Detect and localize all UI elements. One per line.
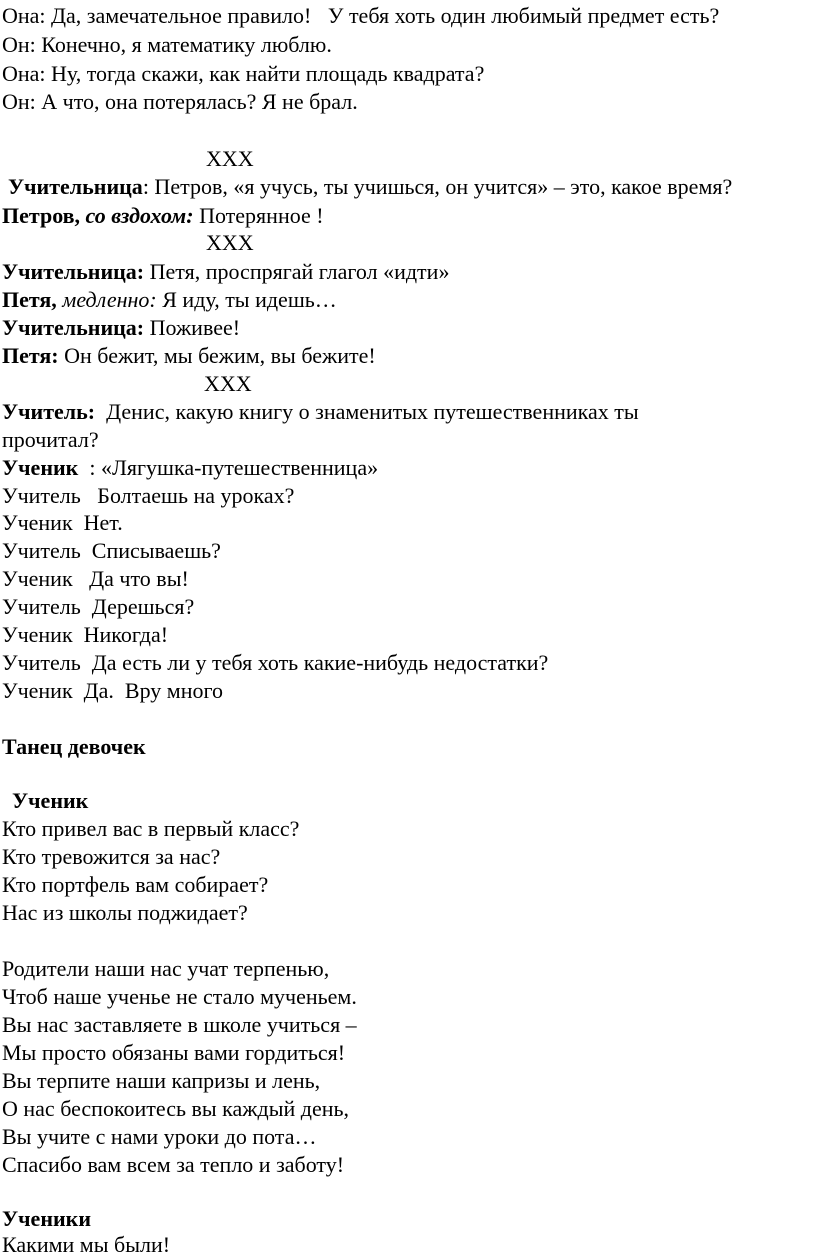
speaker-name: Учительница:: [2, 315, 145, 340]
poem-line: Вы терпите наши капризы и лень,: [2, 1068, 321, 1093]
dialogue-line: Он: Конечно, я математику люблю.: [2, 32, 332, 57]
poem-line: Кто портфель вам собирает?: [2, 872, 269, 897]
dialogue-line: Учительница: Поживее!: [2, 315, 241, 340]
dialogue-line: Учительница: Петя, проспрягай глагол «идти»: [2, 259, 450, 284]
dialogue-line: Ученик Никогда!: [2, 622, 169, 647]
poem-line: Вы учите с нами уроки до пота…: [2, 1124, 317, 1149]
poem-line: Какими мы были!: [2, 1232, 171, 1257]
speaker-heading: Ученик: [12, 788, 89, 813]
speaker-name: Учительница: [8, 174, 143, 199]
speaker-name: Петров,: [2, 203, 86, 228]
stage-direction: медленно:: [62, 287, 157, 312]
dialogue-line: Петя: Он бежит, мы бежим, вы бежите!: [2, 343, 376, 368]
speaker-name: Ученик: [2, 455, 79, 480]
poem-line: О нас беспокоитесь вы каждый день,: [2, 1096, 350, 1121]
poem-line: Родители наши нас учат терпенью,: [2, 956, 330, 981]
dialogue-line: Петя, медленно: Я иду, ты идешь…: [2, 287, 337, 312]
speaker-name: Петя,: [2, 287, 63, 312]
dialogue-line: Учитель Болтаешь на уроках?: [2, 483, 295, 508]
speaker-name: Учительница:: [2, 259, 145, 284]
poem-line: Нас из школы поджидает?: [2, 900, 248, 925]
poem-line: Мы просто обязаны вами гордиться!: [2, 1040, 346, 1065]
dialogue-line: Учитель Дерешься?: [2, 594, 195, 619]
dialogue-line: Ученик Да. Вру много: [2, 678, 223, 703]
dialogue-line: Она: Да, замечательное правило! У тебя хоть один любимый предмет есть?: [2, 3, 720, 28]
speaker-name: Учитель:: [2, 399, 96, 424]
dialogue-line: Учительница: Петров, «я учусь, ты учишься, он учится» – это, какое время?: [8, 174, 733, 199]
dialogue-line: Петров, со вздохом: Потерянное !: [2, 203, 324, 228]
poem-line: Кто тревожится за нас?: [2, 844, 221, 869]
dialogue-line: Учитель Да есть ли у тебя хоть какие-нибудь недостатки?: [2, 650, 549, 675]
dialogue-line: Она: Ну, тогда скажи, как найти площадь квадрата?: [2, 61, 485, 86]
section-heading: Танец девочек: [2, 734, 146, 759]
dialogue-line: Ученик Да что вы!: [2, 566, 189, 591]
scene-separator: ХХХ: [206, 146, 254, 171]
dialogue-line: Он: А что, она потерялась? Я не брал.: [2, 89, 358, 114]
poem-line: Чтоб наше ученье не стало мученьем.: [2, 984, 357, 1009]
dialogue-line: Учитель: Денис, какую книгу о знаменитых путешественниках ты: [2, 399, 639, 424]
speaker-heading: Ученики: [2, 1206, 92, 1231]
poem-line: Вы нас заставляете в школе учиться –: [2, 1012, 357, 1037]
dialogue-line: Учитель Списываешь?: [2, 538, 221, 563]
scene-separator: ХХХ: [204, 371, 252, 396]
stage-direction: со вздохом:: [85, 203, 194, 228]
speaker-name: Петя:: [2, 343, 59, 368]
dialogue-line: прочитал?: [2, 427, 99, 452]
scene-separator: ХХХ: [206, 230, 254, 255]
poem-line: Спасибо вам всем за тепло и заботу!: [2, 1152, 345, 1177]
dialogue-line: Ученик Нет.: [2, 510, 123, 535]
dialogue-line: Ученик : «Лягушка-путешественница»: [2, 455, 379, 480]
poem-line: Кто привел вас в первый класс?: [2, 816, 300, 841]
